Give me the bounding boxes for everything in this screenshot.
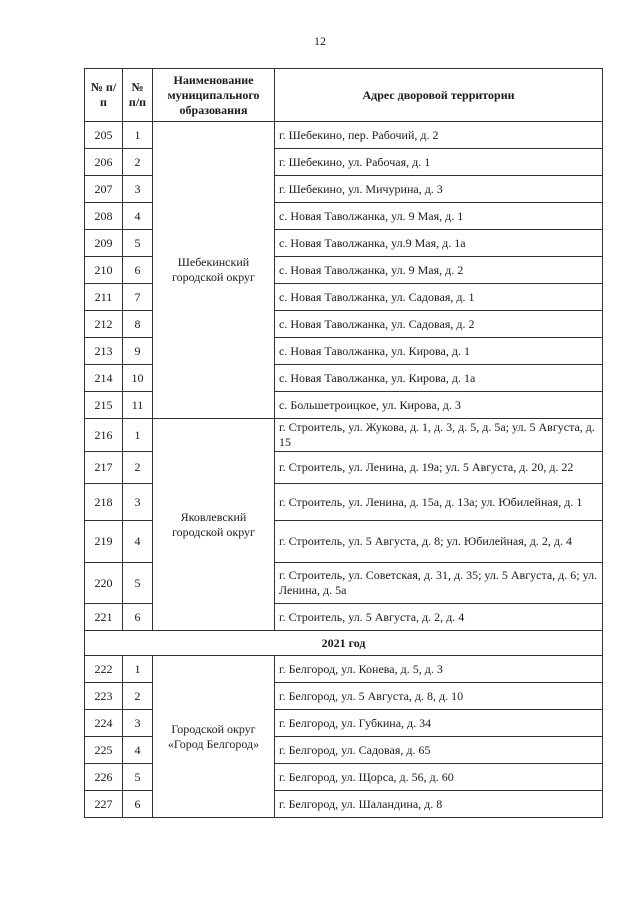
row-local-number: 2 — [123, 683, 153, 710]
yard-address: г. Белгород, ул. 5 Августа, д. 8, д. 10 — [275, 683, 603, 710]
row-global-number: 218 — [85, 484, 123, 521]
yard-address: г. Строитель, ул. Жукова, д. 1, д. 3, д. 5, д. 5а; ул. 5 Августа, д. 15 — [275, 419, 603, 452]
table-row — [85, 122, 603, 149]
yard-address: г. Белгород, ул. Щорса, д. 56, д. 60 — [275, 764, 603, 791]
row-global-number: 227 — [85, 791, 123, 818]
table-header-row — [85, 69, 603, 122]
municipality-name: Шебекинский городской округ — [153, 122, 275, 419]
row-global-number: 221 — [85, 604, 123, 631]
year-label: 2021 год — [85, 631, 603, 656]
row-global-number: 216 — [85, 419, 123, 452]
yard-address: с. Новая Таволжанка, ул. Садовая, д. 2 — [275, 311, 603, 338]
yard-address: г. Строитель, ул. 5 Августа, д. 8; ул. Юбилейная, д. 2, д. 4 — [275, 521, 603, 563]
row-global-number: 205 — [85, 122, 123, 149]
row-local-number: 9 — [123, 338, 153, 365]
row-global-number: 225 — [85, 737, 123, 764]
row-global-number: 219 — [85, 521, 123, 563]
yard-address: г. Шебекино, ул. Рабочая, д. 1 — [275, 149, 603, 176]
municipality-name: Городской округ «Город Белгород» — [153, 656, 275, 818]
municipality-name: Яковлевский городской округ — [153, 419, 275, 631]
row-global-number: 226 — [85, 764, 123, 791]
table-body — [85, 122, 603, 818]
row-global-number: 208 — [85, 203, 123, 230]
row-global-number: 210 — [85, 257, 123, 284]
row-global-number: 206 — [85, 149, 123, 176]
row-local-number: 1 — [123, 419, 153, 452]
page-number: 12 — [314, 34, 326, 48]
row-local-number: 3 — [123, 484, 153, 521]
yard-address: с. Новая Таволжанка, ул. 9 Мая, д. 2 — [275, 257, 603, 284]
row-global-number: 212 — [85, 311, 123, 338]
yard-address: с. Новая Таволжанка, ул. Кирова, д. 1а — [275, 365, 603, 392]
row-global-number: 224 — [85, 710, 123, 737]
header-index-global: № п/п — [85, 69, 123, 122]
header-municipality: Наименование муниципального образования — [153, 69, 275, 122]
yard-address: г. Белгород, ул. Губкина, д. 34 — [275, 710, 603, 737]
row-global-number: 211 — [85, 284, 123, 311]
header-index-local: № п/п — [123, 69, 153, 122]
row-local-number: 5 — [123, 563, 153, 604]
row-global-number: 207 — [85, 176, 123, 203]
row-global-number: 217 — [85, 452, 123, 484]
yard-address: с. Новая Таволжанка, ул. Садовая, д. 1 — [275, 284, 603, 311]
yard-address: г. Шебекино, пер. Рабочий, д. 2 — [275, 122, 603, 149]
yard-address: с. Новая Таволжанка, ул.9 Мая, д. 1а — [275, 230, 603, 257]
yard-address: с. Новая Таволжанка, ул. 9 Мая, д. 1 — [275, 203, 603, 230]
yard-address: г. Строитель, ул. Ленина, д. 19а; ул. 5 Августа, д. 20, д. 22 — [275, 452, 603, 484]
row-global-number: 214 — [85, 365, 123, 392]
row-global-number: 223 — [85, 683, 123, 710]
yard-address: г. Строитель, ул. Ленина, д. 15а, д. 13а; ул. Юбилейная, д. 1 — [275, 484, 603, 521]
row-local-number: 11 — [123, 392, 153, 419]
header-address: Адрес дворовой территории — [275, 69, 603, 122]
yard-address: г. Шебекино, ул. Мичурина, д. 3 — [275, 176, 603, 203]
row-local-number: 1 — [123, 656, 153, 683]
row-global-number: 222 — [85, 656, 123, 683]
yard-address: с. Новая Таволжанка, ул. Кирова, д. 1 — [275, 338, 603, 365]
row-local-number: 2 — [123, 452, 153, 484]
year-separator-row — [85, 631, 603, 656]
row-local-number: 4 — [123, 521, 153, 563]
row-global-number: 220 — [85, 563, 123, 604]
row-local-number: 4 — [123, 737, 153, 764]
row-global-number: 215 — [85, 392, 123, 419]
yard-address: г. Белгород, ул. Конева, д. 5, д. 3 — [275, 656, 603, 683]
row-global-number: 209 — [85, 230, 123, 257]
yard-address: г. Строитель, ул. 5 Августа, д. 2, д. 4 — [275, 604, 603, 631]
row-local-number: 6 — [123, 257, 153, 284]
yard-address: г. Белгород, ул. Шаландина, д. 8 — [275, 791, 603, 818]
row-local-number: 5 — [123, 230, 153, 257]
address-table — [84, 68, 603, 818]
row-local-number: 2 — [123, 149, 153, 176]
row-global-number: 213 — [85, 338, 123, 365]
row-local-number: 4 — [123, 203, 153, 230]
row-local-number: 7 — [123, 284, 153, 311]
row-local-number: 6 — [123, 791, 153, 818]
yard-address: с. Большетроицкое, ул. Кирова, д. 3 — [275, 392, 603, 419]
row-local-number: 10 — [123, 365, 153, 392]
row-local-number: 3 — [123, 176, 153, 203]
row-local-number: 6 — [123, 604, 153, 631]
row-local-number: 5 — [123, 764, 153, 791]
table-row — [85, 419, 603, 452]
row-local-number: 3 — [123, 710, 153, 737]
yard-address: г. Строитель, ул. Советская, д. 31, д. 35; ул. 5 Августа, д. 6; ул. Ленина, д. 5а — [275, 563, 603, 604]
row-local-number: 8 — [123, 311, 153, 338]
row-local-number: 1 — [123, 122, 153, 149]
yard-address: г. Белгород, ул. Садовая, д. 65 — [275, 737, 603, 764]
table-row — [85, 656, 603, 683]
